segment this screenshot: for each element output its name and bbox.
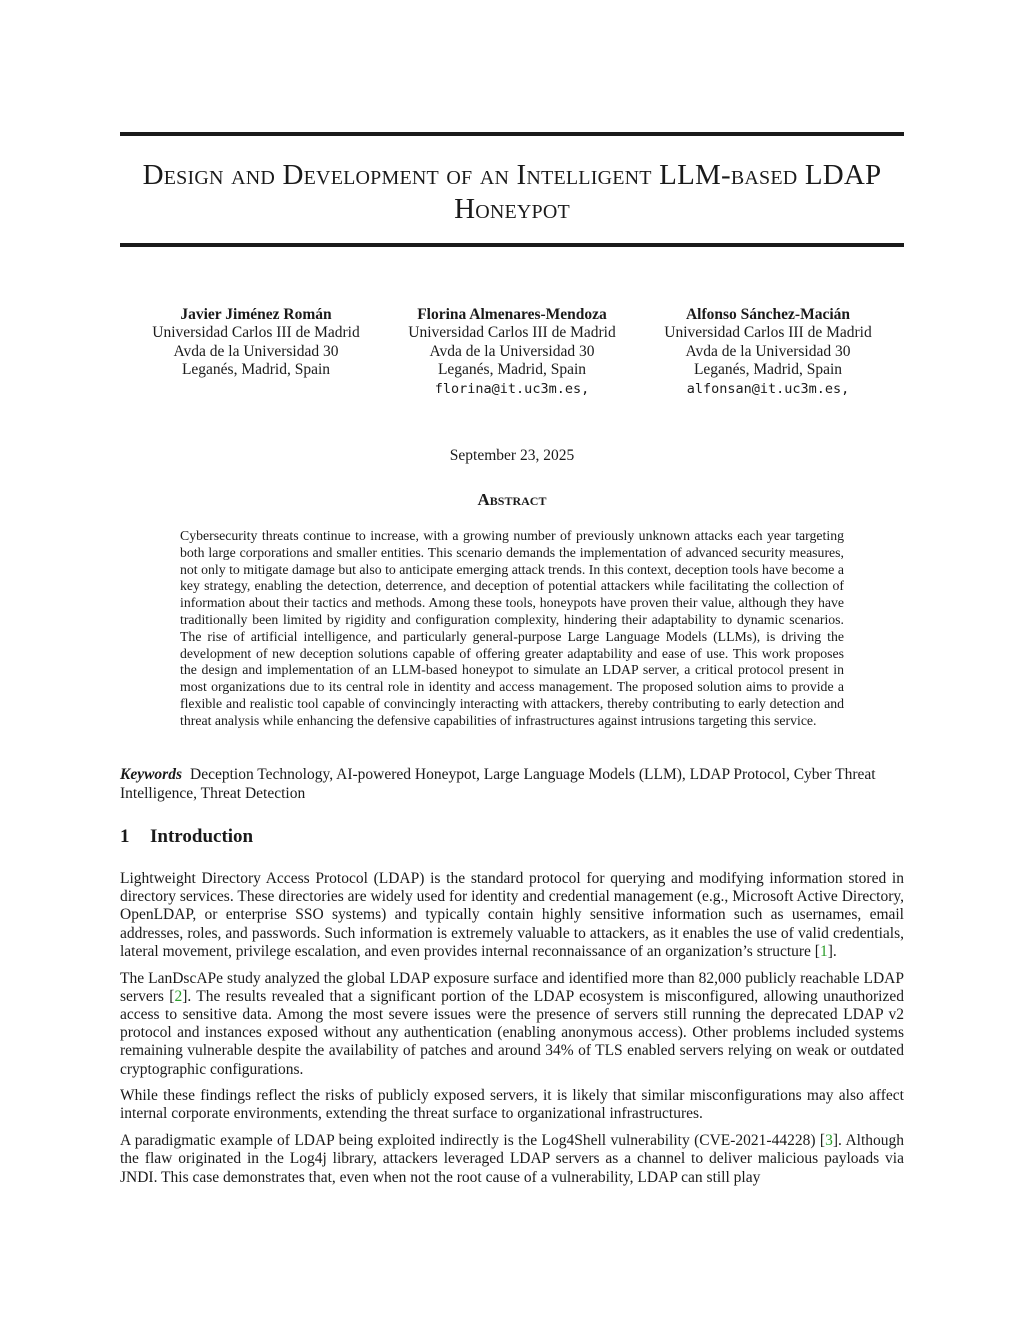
title-line-2: Honeypot [454,193,570,225]
author-address: Avda de la Universidad 30 [173,342,339,360]
section-title: Introduction [150,826,254,847]
title-rule-bottom [120,243,904,247]
keywords-text: Deception Technology, AI-powered Honeypot, Large Language Models (LLM), LDAP Protocol, Cyber Threat Intelligence, Threat Detection [120,766,876,802]
author-city: Leganés, Madrid, Spain [181,361,331,379]
title-line-1: Design and Development of an Intelligent LLM-based LDAP [142,159,882,191]
paper-title [120,158,904,226]
abstract-text: Cybersecurity threats continue to increase, with a growing number of previously unknown attacks each year targeting both large corporations and smaller entities. This scenario demands the implementation of advanced security measures, not only to mitigate damage but also to anticipate emerging attack trends. In this context, deception tools have become a key strategy, enabling the detection, deterrence, and deception of potential attackers while facilitating the collection of information about their tactics and methods. Among these tools, honeypots have proven their value, although they have traditionally been limited by rigidity and configuration complexity, hindering their adaptability to dynamic scenarios. The rise of artificial intelligence, and particularly general-purpose Large Language Models (LLMs), is driving the development of new deception solutions capable of offering greater adaptability and ease of use. This work proposes the design and implementation of an LLM-based honeypot to simulate an LDAP server, a critical protocol present in most organizations due to its central role in identity and access management. The proposed solution aims to provide a flexible and realistic tool capable of convincingly interacting with attackers, thereby contributing to early detection and threat analysis while enhancing the defensive capabilities of infrastructures against intrusions targeting this service. [180,528,844,728]
citation-link[interactable]: 3 [825,1132,833,1150]
section-body [120,870,904,1195]
author-affiliation: Universidad Carlos III de Madrid [408,324,616,342]
author-address: Avda de la Universidad 30 [429,342,595,360]
paragraph-1: Lightweight Directory Access Protocol (LDAP) is the standard protocol for querying and modifying information stored in directory services. These directories are widely used for identity and credential management (e.g., Microsoft Active Directory, OpenLDAP, or enterprise SSO systems) and typically contain highly sensitive information such as usernames, email addresses, roles, and passwords. Such information is extremely valuable to attackers, as it enables the use of valid credentials, lateral movement, privilege escalation, and even provides internal reconnaissance of an organization’s structure [1]. [120,870,904,960]
paragraph-4: A paradigmatic example of LDAP being exploited indirectly is the Log4Shell vulnerability (CVE-2021-44228) [3]. Although the flaw originated in the Log4j library, attackers leveraged LDAP servers as a channel to deliver malicious payloads via JNDI. This case demonstrates that, even when not the root cause of a vulnerability, LDAP can still play [120,1132,904,1186]
title-rule-top [120,132,904,136]
author-name: Alfonso Sánchez-Macián [685,306,851,323]
paragraph-3: While these findings reflect the risks of publicly exposed servers, it is likely that similar misconfigurations may also affect internal corporate environments, extending the threat surface to organizational infrastructures. [120,1087,904,1123]
section-number: 1 [120,826,130,847]
author-city: Leganés, Madrid, Spain [437,361,587,379]
author-block-3 [638,306,898,398]
citation-link[interactable]: 1 [819,942,828,960]
author-email[interactable]: florina@it.uc3m.es, [434,380,590,397]
section-heading [120,826,253,848]
author-affiliation: Universidad Carlos III de Madrid [664,324,872,342]
publication-date: September 23, 2025 [449,447,575,464]
citation-link[interactable]: 2 [174,987,183,1005]
author-name: Florina Almenares-Mendoza [417,306,607,323]
keywords-label: Keywords [120,766,182,783]
author-affiliation: Universidad Carlos III de Madrid [152,324,360,342]
author-city: Leganés, Madrid, Spain [693,361,843,379]
keywords [120,765,904,803]
author-block-2 [382,306,642,398]
author-email[interactable]: alfonsan@it.uc3m.es, [686,380,850,397]
author-block-1 [126,306,386,380]
author-address: Avda de la Universidad 30 [685,342,851,360]
abstract-heading: Abstract [477,490,547,509]
paragraph-2: The LanDscAPe study analyzed the global LDAP exposure surface and identified more than 82,000 publicly reachable LDAP servers [2]. The results revealed that a significant portion of the LDAP ecosystem is misconfigured, allowing unauthorized access to sensitive data. Among the most severe issues were the presence of servers still running the deprecated LDAP v2 protocol and instances exposed without any authentication (enabling anonymous access). Other problems included systems remaining vulnerable despite the availability of patches and around 34% of TLS enabled servers relying on weak or outdated cryptographic configurations. [120,969,905,1078]
author-name: Javier Jiménez Román [180,306,332,323]
